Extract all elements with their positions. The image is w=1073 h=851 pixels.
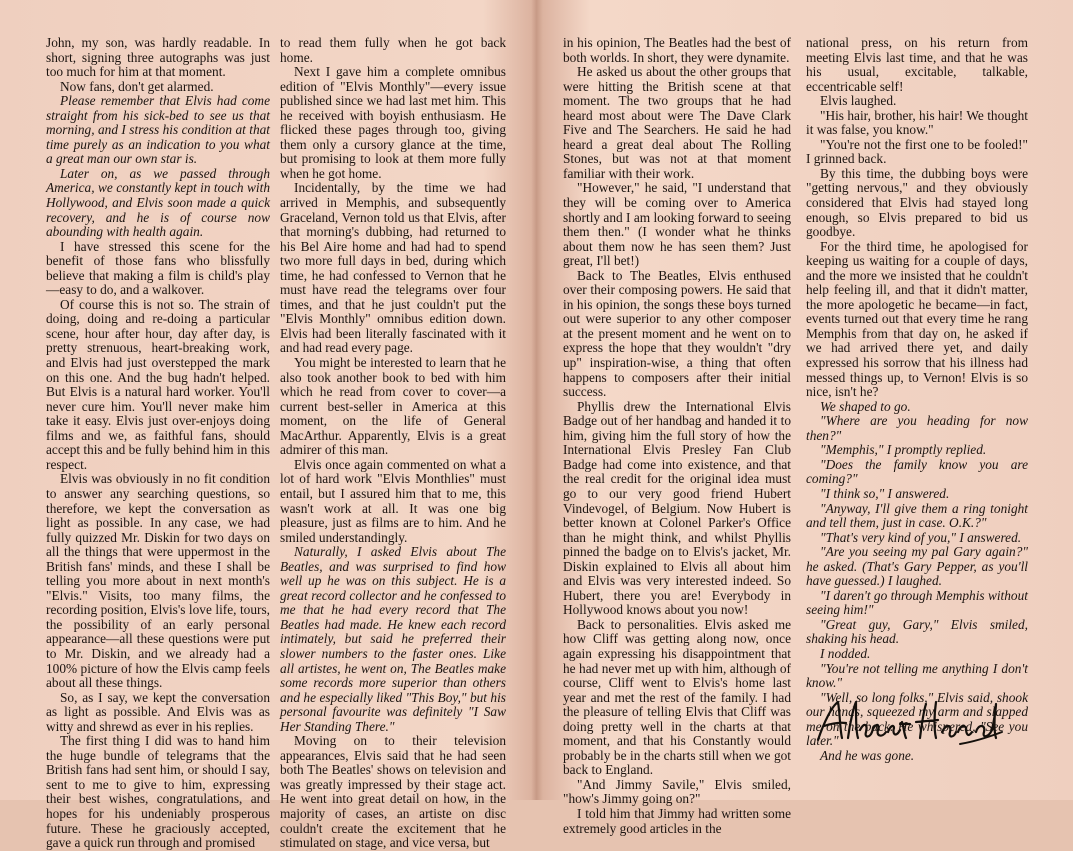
- paragraph: "His hair, brother, his hair! We thought it was false, you know.": [806, 107, 1028, 138]
- paragraph: in his opinion, The Beatles had the best of both worlds. In short, they were dynamite.: [563, 35, 791, 65]
- paragraph: national press, on his return from meeting Elvis last time, and that he was his usual, excitable, talkable, eccentricable self!: [806, 35, 1028, 94]
- paragraph: I have stressed this scene for the benefit of those fans who blissfully believe that making a film is child's play—easy to do, and a walkover.: [46, 238, 270, 298]
- paragraph: Next I gave him a complete omnibus edition of "Elvis Monthly"—every issue published since we had last met him. This he received with boyish enthusiasm. He flicked these pages through too, giving them only a cursory glance at the time, but promising to look at them more fully when he got home.: [280, 64, 506, 181]
- paragraph: "Does the family know you are coming?": [806, 456, 1028, 487]
- paragraph: Elvis once again commented on what a lot of hard work "Elvis Monthlies" must entail, but I assured him that to me, this wasn't work at all. It was one big pleasure, just as films are to him. And he smiled understandingly.: [280, 456, 506, 545]
- paragraph: "Are you seeing my pal Gary again?" he asked. (That's Gary Pepper, as you'll have guessed.) I laughed.: [806, 544, 1028, 589]
- paragraph: For the third time, he apologised for keeping us waiting for a couple of days, and the more we insisted that he couldn't help feeling ill, and that it didn't matter, the more apologetic he became—in fact, events turned out that every time he rang Memphis from that day on, he asked if we had arrived there yet, and daily expressed his sorrow that his illness had messed things up, to Vernon! Elvis is so nice, isn't he?: [806, 238, 1028, 400]
- paragraph: John, my son, was hardly readable. In short, signing three autographs was just too much for him at that moment.: [46, 35, 270, 80]
- paragraph: We shaped to go.: [820, 398, 911, 414]
- paragraph: And he was gone.: [820, 747, 915, 763]
- paragraph: "However," he said, "I understand that they will be coming over to America shortly and I am looking forward to seeing them then." (I wonder what he thinks about them now he has seen them? Just great, I'll bet!): [563, 180, 791, 269]
- paragraph: "That's very kind of you," I answered.: [820, 529, 1022, 545]
- paragraph: "Great guy, Gary," Elvis smiled, shaking his head.: [806, 616, 1028, 647]
- paragraph: Elvis laughed.: [820, 93, 897, 109]
- paragraph: Later on, as we passed through America, we constantly kept in touch with Hollywood, and Elvis soon made a quick recovery, and he is of course now abounding with health again.: [46, 165, 270, 240]
- paragraph: Moving on to their television appearances, Elvis said that he had seen both The Beatles' shows on television and was greatly impressed by their stage act. He went into great detail on how, in the majority of cases, an artiste on disc couldn't create the excitement that he stimulated on stage, and vice versa, but: [280, 733, 506, 851]
- paragraph: "You're not telling me anything I don't know.": [806, 660, 1028, 691]
- paragraph: Naturally, I asked Elvis about The Beatles, and was surprised to find how well up he was on this subject. He is a great record collector and he confessed to me that he had every record that The Beatles had made. He knew each record intimately, but said he preferred their slower numbers to the faster ones. Like all artistes, he went on, The Beatles make some records more superior than others and he especially liked "This Boy," but his personal favourite was definitely "I Saw Her Standing There.": [280, 544, 506, 734]
- paragraph: "I daren't go through Memphis without seeing him!": [806, 587, 1028, 618]
- paragraph: Phyllis drew the International Elvis Badge out of her handbag and handed it to him, giving him the full story of how the International Elvis Presley Fan Club Badge had come into existence, and that the real credit for the original idea must go to our very good friend Hubert Vindevogel, of Belgium. Now Hubert is better known at Colonel Parker's Office than he might think, and whilst Phyllis pinned the badge on to Elvis's jacket, Mr. Diskin explained to Elvis all about him and Elvis was very interested indeed. So Hubert, there you are! Everybody in Hollywood knows about you now!: [563, 398, 791, 618]
- paragraph: So, as I say, we kept the conversation as light as possible. And Elvis was as witty and shrewd as ever in his replies.: [46, 689, 270, 734]
- paragraph: The first thing I did was to hand him the huge bundle of telegrams that the British fans had sent him, or should I say, sent to me to give to him, expressing their best wishes, congratulations, and hopes for his undeniably prosperous future. These he graciously accepted, gave a quick run through and promised: [46, 733, 270, 851]
- paragraph: Of course this is not so. The strain of doing, doing and re-doing a particular scene, hour after hour, day after day, is pretty strenuous, heart-breaking work, and Elvis had just overstepped the mark on this one. And the bug hadn't helped. But Elvis is a natural hard worker. You'll never cure him. You'll never make him take it easy. Elvis just over-enjoys doing films and we, as faithful fans, should accept this and be fully behind him in this respect.: [46, 296, 270, 472]
- paragraph: "Where are you heading for now then?": [806, 413, 1028, 443]
- paragraph: "And Jimmy Savile," Elvis smiled, "how's Jimmy going on?": [563, 776, 791, 807]
- paragraph: "Memphis," I promptly replied.: [820, 442, 987, 458]
- paragraph: Elvis was obviously in no fit condition to answer any searching questions, so therefore, we kept the conversation as light as possible. In any case, we had fully quizzed Mr. Diskin for two days on all the things that were uppermost in the British fans' minds, and these I shall be telling you more about in next month's "Elvis." Visits, too many films, the recording position, Elvis's love life, tours, the possibility of an early personal appearance—all these questions were put to Mr. Diskin, and we already had a 100% picture of how the Elvis camp feels about all these things.: [46, 471, 270, 691]
- paragraph: "I think so," I answered.: [820, 485, 950, 501]
- paragraph: He asked us about the other groups that were hitting the British scene at that moment. The two groups that he had heard most about were The Dave Clark Five and The Searchers. He said he had heard a great deal about The Rolling Stones, but was not at that moment familiar with their work.: [563, 64, 791, 181]
- paragraph: "Anyway, I'll give them a ring tonight and tell them, just in case. O.K.?": [806, 500, 1028, 531]
- paragraph: Please remember that Elvis had come straight from his sick-bed to see us that morning, and I stress his condition at that time purely as an indication to you what a great man our own star is.: [46, 93, 270, 167]
- paragraph: I told him that Jimmy had written some extremely good articles in the: [563, 805, 791, 836]
- paragraph: "You're not the first one to be fooled!" I grinned back.: [806, 136, 1028, 167]
- column-2: [280, 36, 506, 851]
- paragraph: to read them fully when he got back home.: [280, 35, 506, 65]
- column-3: [563, 36, 791, 836]
- column-4: [806, 36, 1028, 763]
- column-1: [46, 36, 270, 851]
- paragraph: I nodded.: [820, 645, 871, 661]
- paragraph: Back to The Beatles, Elvis enthused over their composing powers. He said that in his opinion, the songs these boys turned out were superior to any other composer at the present moment and he went on to express the hope that they wouldn't "dry up" inspiration-wise, a thing that often happens to composers after their initial success.: [563, 267, 791, 400]
- paragraph: Incidentally, by the time we had arrived in Memphis, and subsequently Graceland, Vernon told us that Elvis, after that morning's dubbing, had returned to his Bel Aire home and had had to spend two more full days in bed, during which time, he had confessed to Vernon that he must have read the telegrams over four times, and that he just couldn't put the "Elvis Monthly" omnibus edition down. Elvis had been literally fascinated with it and had read every page.: [280, 180, 506, 356]
- author-signature: [810, 692, 1010, 752]
- paragraph: Now fans, don't get alarmed.: [60, 78, 214, 94]
- paragraph: Back to personalities. Elvis asked me how Cliff was getting along now, once again expressing his disappointment that he had never met up with him, although of course, Cliff went to Elvis's home last year and met the rest of the family. I had the pleasure of telling Elvis that Cliff was doing pretty well in the charts at that moment, and that his Constantly would probably be in the charts still when we got back to England.: [563, 616, 791, 778]
- paragraph: By this time, the dubbing boys were "getting nervous," and they obviously considered that Elvis had stayed long enough, so Elvis prepared to bid us goodbye.: [806, 165, 1028, 240]
- paragraph: You might be interested to learn that he also took another book to bed with him which he read from cover to cover—a current best-seller in America at this moment, on the life of General MacArthur. Apparently, Elvis is a great admirer of this man.: [280, 355, 506, 458]
- paragraph: "Well, so long folks," Elvis said, shook our hands, squeezed my arm and slapped me on the back. He whispered, "See you later.": [806, 689, 1028, 749]
